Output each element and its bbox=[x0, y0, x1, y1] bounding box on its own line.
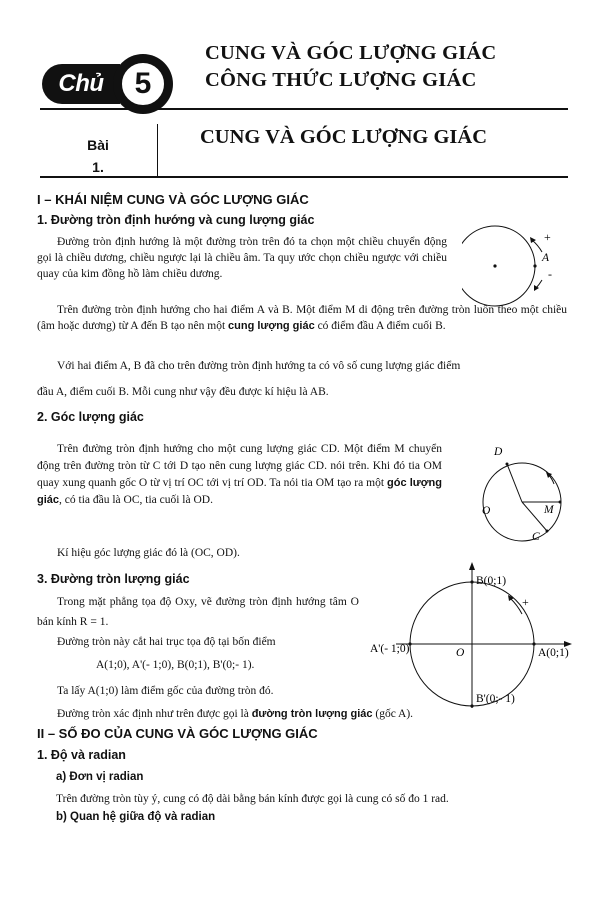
bai-label: Bài bbox=[87, 137, 109, 153]
p4-text-a: Trên đường tròn định hướng cho một cung lượng giác CD. Một điểm M chuyển động trên đường tròn từ C tới D tạo nên cung bbox=[37, 443, 442, 472]
paragraph-infinite-arcs-b: đầu A, điểm cuối B. Mỗi cung như vậy đều được kí hiệu là AB. bbox=[37, 386, 329, 398]
subsection-1-heading: 1. Đường tròn định hướng và cung lượng giác bbox=[37, 213, 315, 227]
paragraph-directed-circle: Đường tròn định hướng là một đường tròn trên đó ta chọn một chiều chuyển động gọi là chiều dương, chiều ngược lại là chiều âm. Ta quy ước chọn chiều ngược với chiều quay của kim đồng hồ làm chiều dương. bbox=[37, 236, 447, 280]
p4-text-b: lượng giác CD. nói trên. Khi đó tia OM quay xung quanh gốc O từ vị trí OC tới vị trí OD. Ta nói tia OM tạo ra một bbox=[37, 460, 442, 489]
paragraph-trig-angle bbox=[37, 441, 442, 509]
point-d-label: D bbox=[494, 446, 503, 458]
figure-unit-circle bbox=[362, 562, 582, 710]
subsection-3-heading: 3. Đường tròn lượng giác bbox=[37, 572, 190, 586]
point-a-unit-label: A(0;1) bbox=[538, 647, 569, 659]
figure-trig-angle bbox=[478, 440, 578, 544]
paragraph-infinite-arcs-a: Với hai điểm A, B đã cho trên đường tròn định hướng ta có vô số cung lượng giác điểm bbox=[57, 360, 461, 372]
paragraph-origin-point: Ta lấy A(1;0) làm điểm gốc của đường tròn đó. bbox=[57, 685, 274, 697]
paragraph-four-points: Đường tròn này cắt hai trục tọa độ tại bốn điểm bbox=[57, 636, 276, 648]
heading-radian-unit: a) Đơn vị radian bbox=[56, 771, 144, 783]
paragraph-arc-definition bbox=[37, 302, 567, 334]
term-duong-tron-luong-giac: đường tròn lượng giác bbox=[251, 708, 373, 720]
section-1-heading: I – KHÁI NIỆM CUNG VÀ GÓC LƯỢNG GIÁC bbox=[37, 192, 309, 207]
term-cung-luong-giac: cung lượng giác bbox=[228, 320, 315, 332]
header-rule bbox=[40, 108, 568, 110]
minus-label: - bbox=[548, 267, 552, 281]
point-b-label: B(0;1) bbox=[476, 575, 507, 587]
unit-plus-label: + bbox=[522, 595, 529, 609]
lesson-title: CUNG VÀ GÓC LƯỢNG GIÁC bbox=[200, 126, 488, 148]
paragraph-unit-circle-def: Trong mặt phẳng tọa độ Oxy, vẽ đường tròn định hướng tâm O bán kính R = 1. bbox=[37, 596, 359, 628]
topic-title-line1: CUNG VÀ GÓC LƯỢNG GIÁC bbox=[205, 42, 497, 64]
point-a-label: A bbox=[542, 252, 550, 264]
bai-number: 1. bbox=[92, 159, 104, 175]
chu-de-label: Chủ đề bbox=[42, 64, 120, 104]
paragraph-radian-def: Trên đường tròn tùy ý, cung có độ dài bằng bán kính được gọi là cung có số đo 1 rad. bbox=[56, 793, 449, 805]
lesson-number bbox=[58, 134, 138, 178]
term-goc-luong-giac: góc lượng giác bbox=[37, 477, 442, 506]
p2-text-a: Trên đường tròn định hướng cho hai điểm A và B. Một điểm M di động trên đường tròn luôn theo một chiều (âm hoặc dương) từ A đến B tạo nên một bbox=[37, 304, 567, 332]
topic-title bbox=[205, 40, 496, 94]
point-m-label: M bbox=[544, 504, 554, 516]
heading-degree-radian-relation: b) Quan hệ giữa độ và radian bbox=[56, 811, 216, 823]
lesson-divider bbox=[157, 124, 158, 176]
topic-title-line2: CÔNG THỨC LƯỢNG GIÁC bbox=[205, 69, 477, 91]
point-c-label: C bbox=[532, 531, 540, 543]
paragraph-unit-circle-name bbox=[37, 706, 567, 722]
p4-text-c: , có tia đầu là OC, tia cuối là OD. bbox=[59, 494, 213, 506]
point-aprime-label: A'(- 1;0) bbox=[370, 643, 410, 655]
section-2-heading: II – SỐ ĐO CỦA CUNG VÀ GÓC LƯỢNG GIÁC bbox=[37, 726, 318, 741]
four-points-list: A(1;0), A'(- 1;0), B(0;1), B'(0;- 1). bbox=[96, 659, 255, 671]
subsection-2-heading: 2. Góc lượng giác bbox=[37, 410, 144, 424]
p2-text-b: có điểm đầu A điểm cuối B. bbox=[314, 320, 446, 332]
p9-text-b: (gốc A). bbox=[372, 708, 414, 720]
point-bprime-label: B'(0;- 1) bbox=[476, 693, 515, 705]
paragraph-angle-notation: Kí hiệu góc lượng giác đó là (OC, OD). bbox=[57, 547, 240, 559]
chapter-number: 5 bbox=[120, 61, 166, 107]
p9-text-a: Đường tròn xác định như trên được gọi là bbox=[57, 708, 252, 720]
origin-label: O bbox=[456, 647, 465, 659]
subsection-degree-radian: 1. Độ và radian bbox=[37, 748, 126, 762]
plus-label: + bbox=[544, 230, 551, 244]
lesson-rule bbox=[40, 176, 568, 178]
point-o-label: O bbox=[482, 505, 491, 517]
